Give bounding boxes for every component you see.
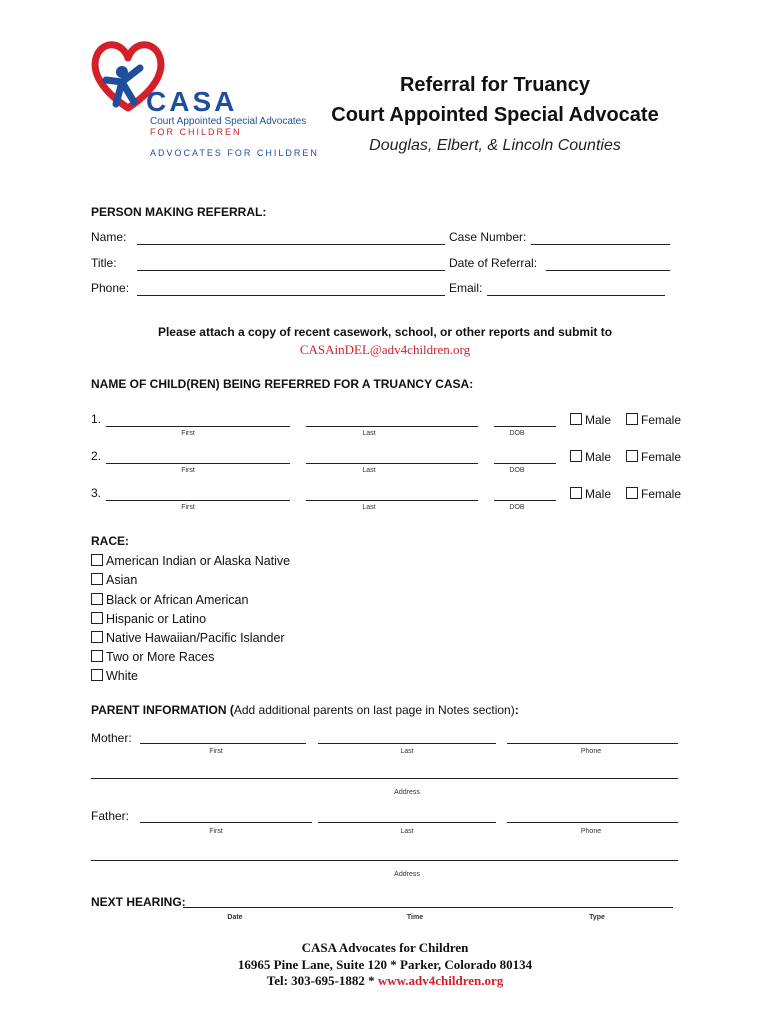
race-option-label: White [106,669,138,683]
male-checkbox[interactable] [570,450,611,464]
checkbox-icon [626,487,638,499]
child-first-field[interactable] [106,463,290,464]
footer-contact [0,973,770,989]
race-option-hispanic[interactable] [91,612,206,626]
referral-heading: PERSON MAKING REFERRAL: [91,205,267,219]
first-caption: First [181,504,195,511]
title-label: Title: [91,256,117,270]
time-caption: Time [406,914,424,921]
child-dob-field[interactable] [494,463,556,464]
male-label: Male [585,487,612,501]
male-checkbox[interactable] [570,487,611,501]
logo-brand: CASA [146,86,238,117]
name-label: Name: [91,230,127,244]
checkbox-icon [91,669,103,681]
parent-heading-bold: PARENT INFORMATION ( [91,703,234,717]
child-first-field[interactable] [106,426,290,427]
child-number: 2. [91,449,102,463]
child-last-field[interactable] [306,426,478,427]
checkbox-icon [91,612,103,624]
parent-heading [91,703,519,717]
mother-label: Mother: [91,731,132,745]
father-address-field[interactable] [91,860,678,861]
child-last-field[interactable] [306,463,478,464]
first-caption: First [181,467,195,474]
checkbox-icon [570,413,582,425]
submit-email-link[interactable]: CASAinDEL@adv4children.org [299,342,471,357]
email-field[interactable] [487,295,665,296]
female-checkbox[interactable] [626,487,681,501]
first-caption: First [209,828,223,835]
name-field[interactable] [137,244,445,245]
next-hearing-field[interactable] [183,907,673,908]
casa-logo [88,38,319,163]
last-caption: Last [362,504,376,511]
logo-tagline-children: FOR CHILDREN [150,127,242,137]
counties: Douglas, Elbert, & Lincoln Counties [369,137,621,154]
father-phone-field[interactable] [507,822,678,823]
last-caption: Last [400,828,414,835]
female-checkbox[interactable] [626,450,681,464]
title-field[interactable] [137,270,445,271]
phone-caption: Phone [580,748,602,755]
child-first-field[interactable] [106,500,290,501]
dob-caption: DOB [509,430,525,437]
father-label: Father: [91,809,130,823]
female-label: Female [641,487,682,501]
checkbox-icon [570,487,582,499]
logo-tagline: Court Appointed Special Advocates [150,116,307,127]
child-number: 3. [91,486,102,500]
date-caption: Date [227,914,243,921]
mother-phone-field[interactable] [507,743,678,744]
race-option-label: Two or More Races [106,650,215,664]
female-label: Female [641,450,682,464]
race-option-label: Native Hawaiian/Pacific Islander [106,631,285,645]
last-caption: Last [362,430,376,437]
race-option-white[interactable] [91,669,138,683]
checkbox-icon [91,554,103,566]
footer-tel: Tel: 303-695-1882 * [266,973,378,988]
date-of-referral-label: Date of Referral: [449,256,538,270]
race-option-label: Hispanic or Latino [106,612,207,626]
last-caption: Last [362,467,376,474]
child-last-field[interactable] [306,500,478,501]
phone-caption: Phone [580,828,602,835]
case-number-label: Case Number: [449,230,527,244]
phone-field[interactable] [137,295,445,296]
mother-last-field[interactable] [318,743,496,744]
phone-label: Phone: [91,281,130,295]
male-label: Male [585,413,612,427]
race-option-native-hawaiian[interactable] [91,631,285,645]
first-caption: First [181,430,195,437]
race-heading: RACE: [91,534,129,548]
page-title: Referral for Truancy [399,74,591,96]
female-label: Female [641,413,682,427]
father-last-field[interactable] [318,822,496,823]
race-option-two-or-more[interactable] [91,650,214,664]
last-caption: Last [400,748,414,755]
next-hearing-label: NEXT HEARING: [91,895,186,909]
race-option-asian[interactable] [91,573,137,587]
logo-advocates: ADVOCATES FOR CHILDREN [150,148,319,158]
female-checkbox[interactable] [626,413,681,427]
race-option-label: Black or African American [106,593,249,607]
date-of-referral-field[interactable] [546,270,670,271]
race-option-black[interactable] [91,593,248,607]
male-checkbox[interactable] [570,413,611,427]
child-dob-field[interactable] [494,426,556,427]
checkbox-icon [626,413,638,425]
first-caption: First [209,748,223,755]
page-subtitle: Court Appointed Special Advocate [331,104,659,126]
child-number: 1. [91,412,102,426]
mother-first-field[interactable] [140,743,306,744]
father-first-field[interactable] [140,822,312,823]
male-label: Male [585,450,612,464]
checkbox-icon [91,573,103,585]
checkbox-icon [91,650,103,662]
race-option-label: Asian [106,573,138,587]
parent-heading-colon: : [514,703,519,717]
race-option-label: American Indian or Alaska Native [106,554,291,568]
case-number-field[interactable] [531,244,670,245]
email-label: Email: [449,281,483,295]
dob-caption: DOB [509,467,525,474]
dob-caption: DOB [509,504,525,511]
race-option-american-indian[interactable] [91,554,290,568]
checkbox-icon [91,593,103,605]
footer-org: CASA Advocates for Children [301,940,469,955]
address-caption: Address [394,789,420,796]
footer-address: 16965 Pine Lane, Suite 120 * Parker, Colorado 80134 [237,957,533,972]
parent-heading-note: Add additional parents on last page in Notes section) [233,703,515,717]
child-dob-field[interactable] [494,500,556,501]
checkbox-icon [570,450,582,462]
checkbox-icon [626,450,638,462]
checkbox-icon [91,631,103,643]
footer-website-link[interactable]: www.adv4children.org [377,973,504,988]
type-caption: Type [589,914,605,921]
mother-address-field[interactable] [91,778,678,779]
address-caption: Address [394,871,420,878]
children-heading: NAME OF CHILD(REN) BEING REFERRED FOR A TRUANCY CASA: [91,377,474,391]
attach-note: Please attach a copy of recent casework, school, or other reports and submit to [157,325,613,339]
